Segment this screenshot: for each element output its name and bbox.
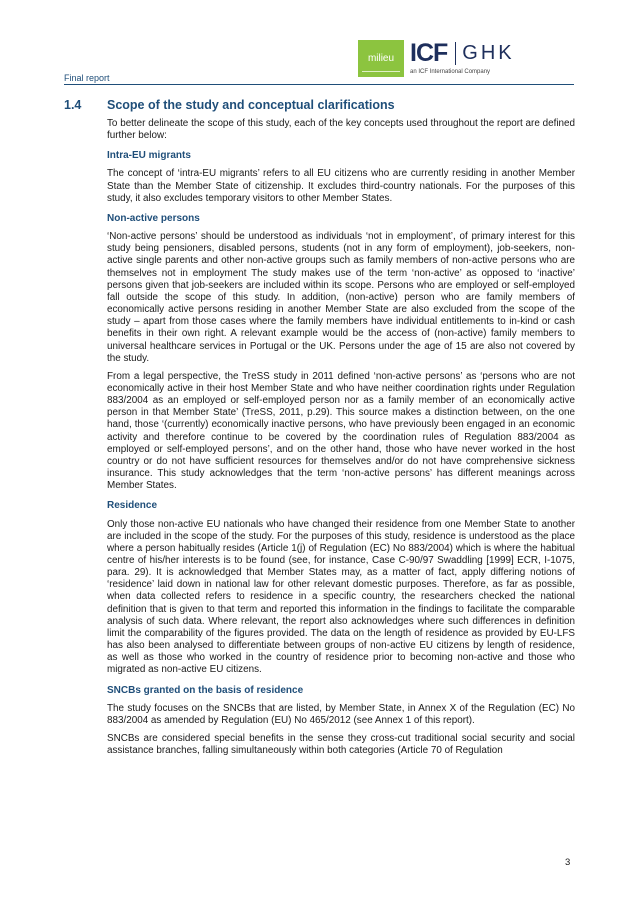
report-label: Final report bbox=[64, 73, 110, 83]
section-title: Scope of the study and conceptual clarifications bbox=[107, 98, 395, 112]
sncbs-paragraph-1: The study focuses on the SNCBs that are listed, by Member State, in Annex X of the Regulation (EC) No 883/2004 as amended by Regulation (EU) No 465/2012 (see Annex 1 of this report). bbox=[107, 702, 575, 726]
heading-residence: Residence bbox=[107, 500, 158, 512]
milieu-logo-bar bbox=[362, 71, 400, 72]
intra-eu-paragraph: The concept of ‘intra-EU migrants’ refers to all EU citizens who are currently residing in another Member State than the Member State of citizenship. It excludes third-country nationals. For the purposes of this study, it also excludes temporary visitors to other Member States. bbox=[107, 168, 575, 204]
residence-paragraph: Only those non-active EU nationals who have changed their residence from one Member State to another are included in the scope of the study. For the purposes of this study, residence is understood as the place where a person habitually resides (Article 1(j) of Regulation (EC) No 883/2004) which is where the habitual centre of his/her interests is to be found (see, for instance, Case C-90/97 Swaddling [1999] ECR, I-1075, para. 29). It is acknowledged that Member States may, as a matter of fact, apply differing notions of ‘residence’ laid down in national law for other relevant domestic purposes. Therefore, as far as possible, when data collected refers to residence in a specific country, the researchers checked the national definition that is given to that term and reported this information in the findings to facilitate the comparable analysis of such data. Where relevant, the report also acknowledges where such differences in definition limit the comparability of the figures provided. The data on the length of residence as provided by EU-LFS has also been analysed to differentiate between groups of non-active EU citizens by length of residence, as well as those who worked in the country of residence prior to becoming non-active and those who migrated as non-active EU citizens. bbox=[107, 518, 575, 676]
milieu-logo bbox=[358, 40, 404, 77]
milieu-logo-text: milieu bbox=[367, 53, 395, 64]
icf-logo-text: ICF bbox=[410, 38, 448, 67]
sncbs-paragraph-2: SNCBs are considered special benefits in the sense they cross-cut traditional social security and social assistance branches, falling simultaneously within both categories (Article 70 of Regulation bbox=[107, 733, 575, 757]
header-divider bbox=[64, 84, 574, 85]
non-active-paragraph-2: From a legal perspective, the TreSS study in 2011 defined ‘non-active persons’ as ‘persons who are not economically active in their host Member State and who have neither coordination rights under Regulation 883/2004 as an employed or self-employed person nor as a family member of an economically active person in that Member State’ (TreSS, 2011, p.29). This source makes a distinction between, on the one hand, those ‘(currently) economically inactive persons, who have previously been engaged in an economic activity and therefore continue to be covered by the coordination rules of Regulation 883/2004 as employed or self-employed persons’, and on the other hand, those who have never worked in the host country or do not have sufficient resources for themselves and/or do not have comprehensive sickness insurance. This study acknowledges that the term ‘non-active persons’ has different meanings across Member States. bbox=[107, 370, 575, 492]
section-body bbox=[107, 118, 575, 763]
icf-ghk-logo bbox=[410, 40, 515, 66]
page-number: 3 bbox=[565, 857, 571, 868]
ghk-logo-text: GHK bbox=[455, 42, 514, 65]
heading-sncbs: SNCBs granted on the basis of residence bbox=[107, 684, 304, 696]
section-number: 1.4 bbox=[64, 98, 82, 112]
heading-non-active-persons: Non-active persons bbox=[107, 212, 200, 224]
icf-logo-subtitle: an ICF International Company bbox=[410, 69, 491, 75]
heading-intra-eu-migrants: Intra-EU migrants bbox=[107, 150, 191, 162]
non-active-paragraph-1: ‘Non-active persons’ should be understood as individuals ‘not in employment’, of primary interest for this study being pensioners, disabled persons, students (not in any form of employment), job-seekers, non-active single parents and other non-active groups such as family members of non-active persons who are themselves not in employment The study makes use of the term ‘non-active’ as opposed to ‘inactive’ persons given that job-seekers are included within its scope. Persons who are employed or self-employed fall outside the scope of this study. In addition, (non-active) person who are family members of economically active persons residing in another Member State are also excluded from the scope of the study – apart from those cases where the family members have individual entitlements to in-kind or cash benefits in their own right. A relevant example would be the access of (non-active) family members to universal healthcare services in Portugal or the UK. Persons under the age of 15 are also not covered by the study. bbox=[107, 231, 575, 364]
intro-paragraph: To better delineate the scope of this study, each of the key concepts used throughout the report are defined further below: bbox=[107, 118, 575, 142]
